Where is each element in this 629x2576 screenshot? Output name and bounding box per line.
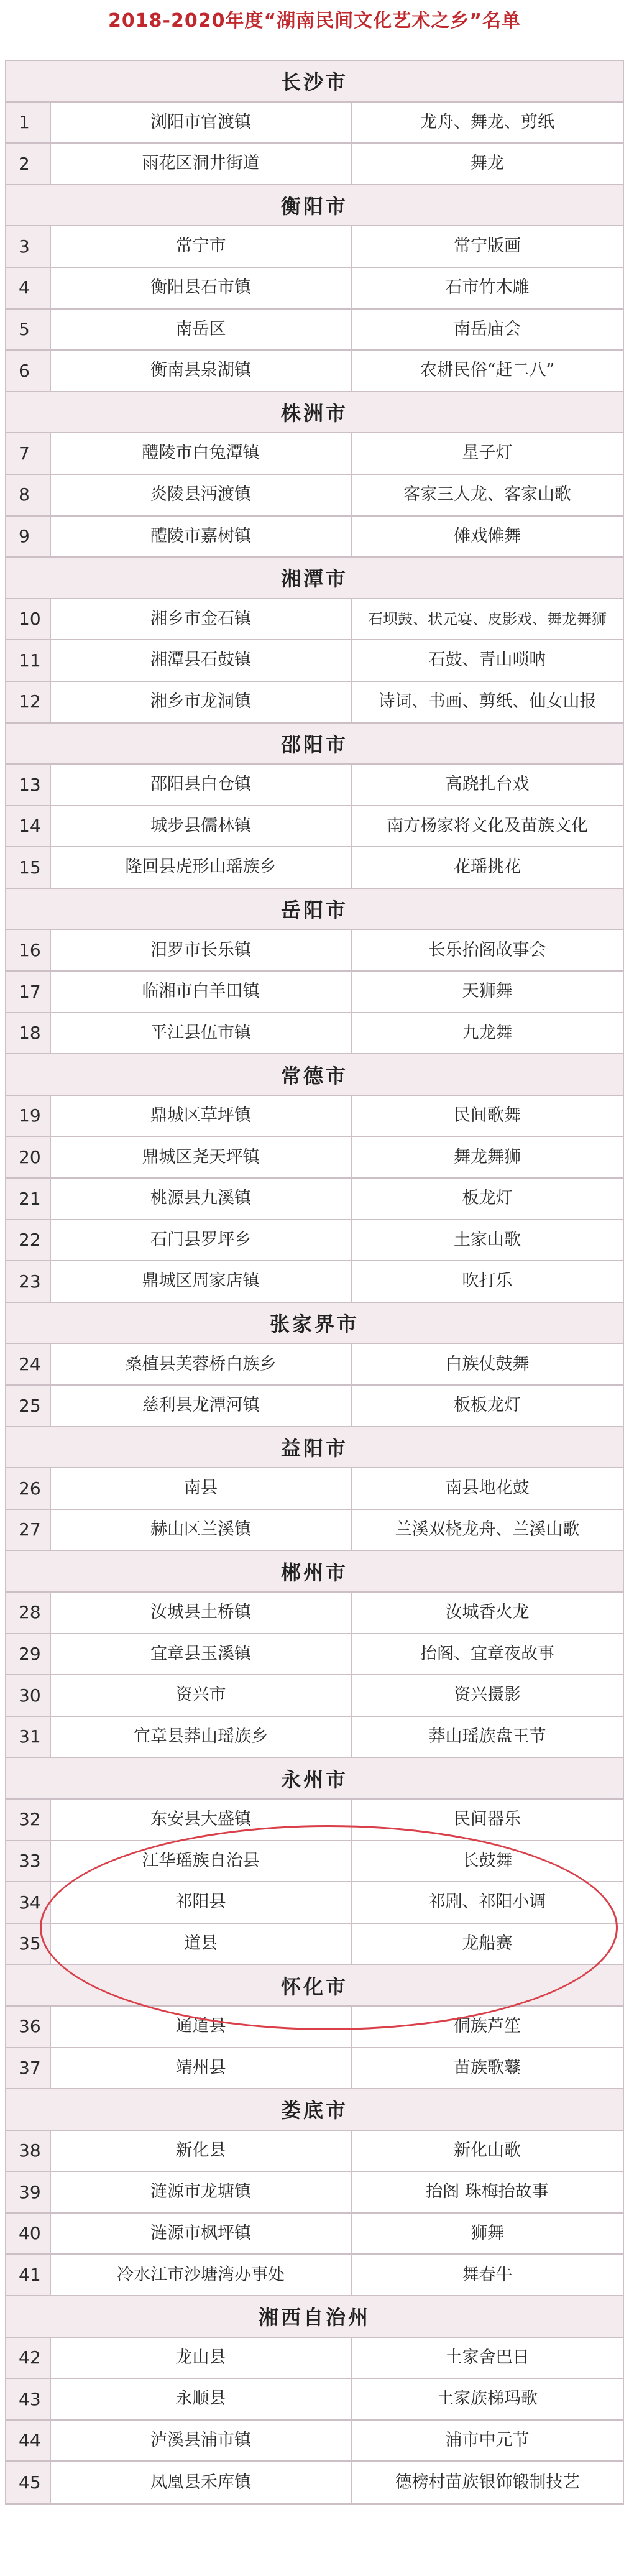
art-form: 兰溪双桡龙舟、兰溪山歌 bbox=[395, 1519, 580, 1539]
art-form: 吹打乐 bbox=[462, 1271, 513, 1291]
city-header: 湘西自治州 bbox=[6, 2296, 623, 2338]
city-header: 株洲市 bbox=[6, 392, 623, 434]
place-name: 临湘市白羊田镇 bbox=[51, 972, 352, 1012]
place-name: 靖州县 bbox=[51, 2048, 352, 2089]
place-name: 凤凰县禾库镇 bbox=[51, 2462, 352, 2503]
art-form: 天狮舞 bbox=[462, 982, 513, 1001]
place-name: 赫山区兰溪镇 bbox=[51, 1510, 352, 1550]
row-number: 7 bbox=[6, 433, 51, 474]
row-number: 26 bbox=[6, 1468, 51, 1509]
row-number: 28 bbox=[6, 1593, 51, 1633]
art-form: 长乐抬阁故事会 bbox=[428, 940, 546, 960]
place-name: 慈利县龙潭河镇 bbox=[51, 1386, 352, 1426]
place-name: 汝城县土桥镇 bbox=[51, 1593, 352, 1633]
place-name: 道县 bbox=[51, 1924, 352, 1964]
row-number: 22 bbox=[6, 1220, 51, 1261]
row-number: 29 bbox=[6, 1634, 51, 1675]
art-form: 资兴摄影 bbox=[454, 1685, 521, 1705]
city-header: 郴州市 bbox=[6, 1551, 623, 1593]
place-name: 涟源市龙塘镇 bbox=[51, 2172, 352, 2212]
row-number: 21 bbox=[6, 1179, 51, 1219]
place-name: 桃源县九溪镇 bbox=[51, 1179, 352, 1219]
row-number: 44 bbox=[6, 2421, 51, 2461]
art-form: 民间器乐 bbox=[454, 1810, 521, 1829]
row-number: 43 bbox=[6, 2379, 51, 2419]
table-row bbox=[6, 682, 623, 724]
art-form: 莽山瑶族盘王节 bbox=[428, 1726, 546, 1746]
art-form: 汝城香火龙 bbox=[445, 1603, 530, 1622]
art-form: 浦市中元节 bbox=[445, 2430, 530, 2450]
table-row bbox=[6, 103, 623, 144]
row-number: 13 bbox=[6, 765, 51, 805]
place-name: 醴陵市嘉树镇 bbox=[51, 517, 352, 557]
place-name: 浏阳市官渡镇 bbox=[51, 103, 352, 143]
row-number: 20 bbox=[6, 1137, 51, 1177]
art-form: 常宁版画 bbox=[454, 236, 521, 256]
place-name: 邵阳县白仓镇 bbox=[51, 765, 352, 805]
row-number: 11 bbox=[6, 640, 51, 681]
table-row bbox=[6, 433, 623, 475]
table-row bbox=[6, 847, 623, 889]
place-name: 衡阳县石市镇 bbox=[51, 268, 352, 308]
table-row bbox=[6, 1468, 623, 1510]
art-form: 南岳庙会 bbox=[454, 319, 521, 339]
table-row bbox=[6, 310, 623, 351]
row-number: 10 bbox=[6, 599, 51, 640]
table-row bbox=[6, 1841, 623, 1883]
art-form: 土家族梯玛歌 bbox=[437, 2389, 538, 2409]
row-number: 5 bbox=[6, 310, 51, 350]
table-row bbox=[6, 599, 623, 641]
place-name: 湘乡市金石镇 bbox=[51, 599, 352, 640]
table-row bbox=[6, 930, 623, 972]
art-form: 花瑶挑花 bbox=[454, 857, 521, 877]
art-form: 民间歌舞 bbox=[454, 1105, 521, 1125]
art-form: 抬阁、宜章夜故事 bbox=[420, 1644, 554, 1663]
row-number: 12 bbox=[6, 682, 51, 722]
table-row bbox=[6, 1344, 623, 1386]
row-number: 2 bbox=[6, 144, 51, 184]
art-form: 新化山歌 bbox=[454, 2140, 521, 2160]
row-number: 41 bbox=[6, 2255, 51, 2295]
table-row bbox=[6, 1800, 623, 1841]
table-row bbox=[6, 1717, 623, 1759]
table-row bbox=[6, 2172, 623, 2214]
table-row bbox=[6, 765, 623, 806]
art-form: 石市竹木雕 bbox=[445, 278, 530, 298]
table-row bbox=[6, 1261, 623, 1303]
table-row bbox=[6, 1510, 623, 1552]
place-name: 泸溪县浦市镇 bbox=[51, 2421, 352, 2461]
row-number: 18 bbox=[6, 1013, 51, 1054]
city-header: 张家界市 bbox=[6, 1303, 623, 1345]
place-name: 南岳区 bbox=[51, 310, 352, 350]
row-number: 17 bbox=[6, 972, 51, 1012]
row-number: 36 bbox=[6, 2007, 51, 2047]
row-number: 24 bbox=[6, 1344, 51, 1384]
art-form: 祁剧、祁阳小调 bbox=[428, 1892, 546, 1912]
art-form: 舞龙 bbox=[471, 154, 504, 173]
row-number: 27 bbox=[6, 1510, 51, 1550]
art-form: 舞龙舞狮 bbox=[454, 1147, 521, 1167]
row-number: 9 bbox=[6, 517, 51, 557]
art-form: 土家山歌 bbox=[454, 1230, 521, 1249]
row-number: 14 bbox=[6, 806, 51, 847]
table-row bbox=[6, 144, 623, 185]
art-form: 板龙灯 bbox=[462, 1189, 513, 1208]
heritage-list-table bbox=[5, 60, 624, 2505]
row-number: 42 bbox=[6, 2338, 51, 2378]
place-name: 常宁市 bbox=[51, 226, 352, 267]
row-number: 37 bbox=[6, 2048, 51, 2089]
table-row bbox=[6, 2421, 623, 2462]
row-number: 19 bbox=[6, 1096, 51, 1136]
table-row bbox=[6, 2131, 623, 2173]
place-name: 炎陵县沔渡镇 bbox=[51, 475, 352, 515]
city-header: 邵阳市 bbox=[6, 724, 623, 765]
art-form: 南县地花鼓 bbox=[445, 1478, 530, 1498]
place-name: 资兴市 bbox=[51, 1675, 352, 1716]
place-name: 涟源市枫坪镇 bbox=[51, 2214, 352, 2254]
table-row bbox=[6, 1013, 623, 1055]
table-row bbox=[6, 2462, 623, 2503]
place-name: 江华瑶族自治县 bbox=[51, 1841, 352, 1882]
place-name: 隆回县虎形山瑶族乡 bbox=[51, 847, 352, 888]
place-name: 雨花区洞井街道 bbox=[51, 144, 352, 184]
table-row bbox=[6, 2379, 623, 2421]
row-number: 40 bbox=[6, 2214, 51, 2254]
art-form: 龙船赛 bbox=[462, 1933, 513, 1953]
city-header: 湘潭市 bbox=[6, 558, 623, 599]
art-form: 高跷扎台戏 bbox=[445, 775, 530, 794]
table-row bbox=[6, 1096, 623, 1138]
art-form: 诗词、书画、剪纸、仙女山报 bbox=[378, 692, 597, 711]
city-header: 衡阳市 bbox=[6, 185, 623, 227]
table-row bbox=[6, 2048, 623, 2090]
art-form: 苗族歌鼟 bbox=[454, 2058, 521, 2077]
art-form: 傩戏傩舞 bbox=[454, 526, 521, 546]
place-name: 衡南县泉湖镇 bbox=[51, 351, 352, 391]
place-name: 冷水江市沙塘湾办事处 bbox=[51, 2255, 352, 2295]
place-name: 湘乡市龙洞镇 bbox=[51, 682, 352, 722]
art-form: 客家三人龙、客家山歌 bbox=[403, 485, 571, 505]
art-form: 石鼓、青山唢呐 bbox=[428, 650, 546, 670]
place-name: 通道县 bbox=[51, 2007, 352, 2047]
city-header: 娄底市 bbox=[6, 2089, 623, 2131]
page-title: 2018-2020年度“湖南民间文化艺术之乡”名单 bbox=[108, 10, 521, 32]
table-row bbox=[6, 1220, 623, 1262]
row-number: 1 bbox=[6, 103, 51, 143]
city-header: 常德市 bbox=[6, 1054, 623, 1096]
row-number: 35 bbox=[6, 1924, 51, 1964]
place-name: 桑植县芙蓉桥白族乡 bbox=[51, 1344, 352, 1384]
art-form: 舞春牛 bbox=[462, 2265, 513, 2284]
place-name: 新化县 bbox=[51, 2131, 352, 2171]
place-name: 永顺县 bbox=[51, 2379, 352, 2419]
table-row bbox=[6, 1634, 623, 1676]
place-name: 祁阳县 bbox=[51, 1882, 352, 1923]
art-form: 长鼓舞 bbox=[462, 1851, 513, 1870]
row-number: 45 bbox=[6, 2462, 51, 2503]
place-name: 石门县罗坪乡 bbox=[51, 1220, 352, 1261]
table-row bbox=[6, 1386, 623, 1427]
table-row bbox=[6, 1675, 623, 1717]
art-form: 狮舞 bbox=[471, 2223, 504, 2243]
table-row bbox=[6, 1882, 623, 1924]
table-row bbox=[6, 475, 623, 517]
row-number: 8 bbox=[6, 475, 51, 515]
row-number: 16 bbox=[6, 930, 51, 970]
table-row bbox=[6, 1593, 623, 1634]
table-row bbox=[6, 268, 623, 310]
row-number: 3 bbox=[6, 226, 51, 267]
row-number: 30 bbox=[6, 1675, 51, 1716]
table-row bbox=[6, 517, 623, 558]
table-row bbox=[6, 226, 623, 268]
art-form: 德榜村苗族银饰锻制技艺 bbox=[395, 2472, 580, 2492]
city-header: 怀化市 bbox=[6, 1965, 623, 2007]
place-name: 醴陵市白兔潭镇 bbox=[51, 433, 352, 474]
table-row bbox=[6, 2007, 623, 2048]
row-number: 6 bbox=[6, 351, 51, 391]
place-name: 鼎城区草坪镇 bbox=[51, 1096, 352, 1136]
row-number: 33 bbox=[6, 1841, 51, 1882]
place-name: 宜章县莽山瑶族乡 bbox=[51, 1717, 352, 1757]
art-form: 九龙舞 bbox=[462, 1023, 513, 1042]
city-header: 岳阳市 bbox=[6, 889, 623, 931]
table-row bbox=[6, 806, 623, 848]
city-header: 益阳市 bbox=[6, 1427, 623, 1469]
art-form: 南方杨家将文化及苗族文化 bbox=[387, 816, 588, 835]
row-number: 15 bbox=[6, 847, 51, 888]
place-name: 鼎城区周家店镇 bbox=[51, 1261, 352, 1302]
art-form: 板板龙灯 bbox=[454, 1396, 521, 1415]
place-name: 宜章县玉溪镇 bbox=[51, 1634, 352, 1675]
art-form: 土家舍巴日 bbox=[445, 2347, 530, 2367]
place-name: 湘潭县石鼓镇 bbox=[51, 640, 352, 681]
art-form: 抬阁 珠梅抬故事 bbox=[426, 2182, 549, 2202]
art-form: 侗族芦笙 bbox=[454, 2017, 521, 2036]
row-number: 31 bbox=[6, 1717, 51, 1757]
row-number: 38 bbox=[6, 2131, 51, 2171]
art-form: 星子灯 bbox=[462, 443, 513, 463]
table-row bbox=[6, 972, 623, 1013]
art-form: 农耕民俗“赶二八” bbox=[420, 361, 555, 380]
place-name: 南县 bbox=[51, 1468, 352, 1509]
table-row bbox=[6, 351, 623, 392]
art-form: 白族仗鼓舞 bbox=[445, 1354, 530, 1374]
table-row bbox=[6, 1137, 623, 1179]
city-header: 长沙市 bbox=[6, 61, 623, 103]
place-name: 平江县伍市镇 bbox=[51, 1013, 352, 1054]
table-row bbox=[6, 1924, 623, 1966]
row-number: 4 bbox=[6, 268, 51, 308]
row-number: 32 bbox=[6, 1800, 51, 1840]
table-row bbox=[6, 640, 623, 682]
table-row bbox=[6, 2214, 623, 2255]
table-row bbox=[6, 1179, 623, 1220]
place-name: 汨罗市长乐镇 bbox=[51, 930, 352, 970]
row-number: 23 bbox=[6, 1261, 51, 1302]
row-number: 34 bbox=[6, 1882, 51, 1923]
city-header: 永州市 bbox=[6, 1758, 623, 1800]
place-name: 鼎城区尧天坪镇 bbox=[51, 1137, 352, 1177]
place-name: 东安县大盛镇 bbox=[51, 1800, 352, 1840]
art-form: 石坝鼓、状元宴、皮影戏、舞龙舞狮 bbox=[368, 610, 607, 628]
table-row bbox=[6, 2255, 623, 2296]
row-number: 39 bbox=[6, 2172, 51, 2212]
row-number: 25 bbox=[6, 1386, 51, 1426]
place-name: 龙山县 bbox=[51, 2338, 352, 2378]
place-name: 城步县儒林镇 bbox=[51, 806, 352, 847]
art-form: 龙舟、舞龙、剪纸 bbox=[420, 112, 554, 132]
table-row bbox=[6, 2338, 623, 2380]
